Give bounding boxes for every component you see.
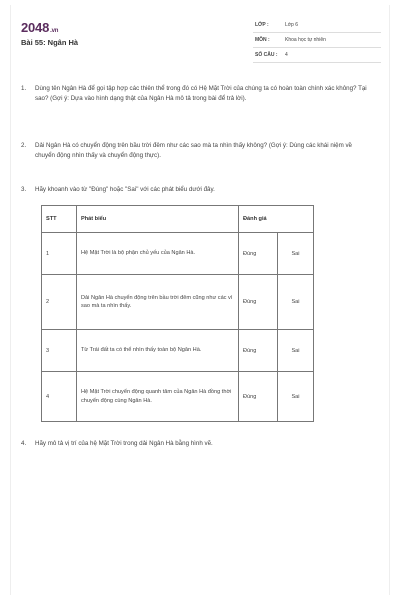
question-3 [21, 185, 373, 195]
row-statement: Hệ Mặt Trời chuyển động quanh tâm của Ngân Hà đồng thời chuyển động cùng Ngân Hà. [77, 372, 239, 422]
row-stt: 2 [42, 275, 77, 330]
meta-row-subject [253, 33, 381, 48]
true-false-table [41, 205, 314, 422]
table-row [42, 330, 314, 372]
row-statement: Từ Trái đất ta có thể nhìn thấy toàn bộ Ngân Hà. [77, 330, 239, 372]
question-1 [21, 84, 373, 103]
table-row [42, 233, 314, 275]
meta-value: 4 [285, 52, 288, 58]
option-true[interactable]: Đúng [239, 372, 278, 422]
row-statement: Dải Ngân Hà chuyển động trên bầu trời đêm cũng như các vì sao mà ta nhìn thấy. [77, 275, 239, 330]
meta-label: SỐ CÂU : [255, 52, 278, 58]
row-stt: 1 [42, 233, 77, 275]
question-number: 4. [21, 440, 27, 447]
table-row [42, 372, 314, 422]
meta-value: Lớp 6 [285, 22, 299, 28]
question-4 [21, 439, 373, 449]
logo-suffix-text: .vn [50, 28, 59, 34]
meta-value: Khoa học tự nhiên [285, 37, 326, 43]
header-statement: Phát biểu [77, 206, 239, 233]
question-text: Hãy mô tả vị trí của hệ Mặt Trời trong dải Ngân Hà bằng hình vẽ. [35, 440, 213, 447]
table-row [42, 275, 314, 330]
header-stt: STT [42, 206, 77, 233]
meta-label: LỚP : [255, 22, 269, 28]
option-true[interactable]: Đúng [239, 275, 278, 330]
lesson-title: Bài 55: Ngân Hà [21, 38, 79, 47]
option-true[interactable]: Đúng [239, 330, 278, 372]
question-text: Dải Ngân Hà có chuyển động trên bầu trời đêm như các sao mà ta nhìn thấy không? (Gợi ý: Dùng các khái niệm về chuyển động nhìn thấy và chuyển động thực). [35, 142, 352, 159]
option-false[interactable]: Sai [278, 275, 314, 330]
question-number: 1. [21, 85, 27, 92]
option-true[interactable]: Đúng [239, 233, 278, 275]
option-false[interactable]: Sai [278, 372, 314, 422]
question-text: Hãy khoanh vào từ "Đúng" hoặc "Sai" với các phát biểu dưới đây. [35, 186, 215, 193]
site-logo[interactable] [21, 20, 58, 35]
question-number: 3. [21, 186, 27, 193]
logo-main-text: 2048 [21, 20, 50, 35]
meta-label: MÔN : [255, 37, 270, 43]
question-2 [21, 141, 373, 160]
table-header-row [42, 206, 314, 233]
meta-row-grade [253, 18, 381, 33]
meta-row-count [253, 48, 381, 63]
worksheet-page [10, 5, 390, 595]
option-false[interactable]: Sai [278, 330, 314, 372]
option-false[interactable]: Sai [278, 233, 314, 275]
row-stt: 4 [42, 372, 77, 422]
header-evaluation: Đánh giá [239, 206, 314, 233]
row-stt: 3 [42, 330, 77, 372]
row-statement: Hệ Mặt Trời là bộ phận chủ yếu của Ngân Hà. [77, 233, 239, 275]
question-text: Dùng tên Ngân Hà để gọi tập hợp các thiên thể trong đó có Hệ Mặt Trời của chúng ta có hoàn toàn chính xác không? Tại sao? (Gợi ý: Dựa vào hình dạng thật của Ngân Hà mô tả trong bài để trả lời). [35, 85, 367, 102]
question-number: 2. [21, 142, 27, 149]
